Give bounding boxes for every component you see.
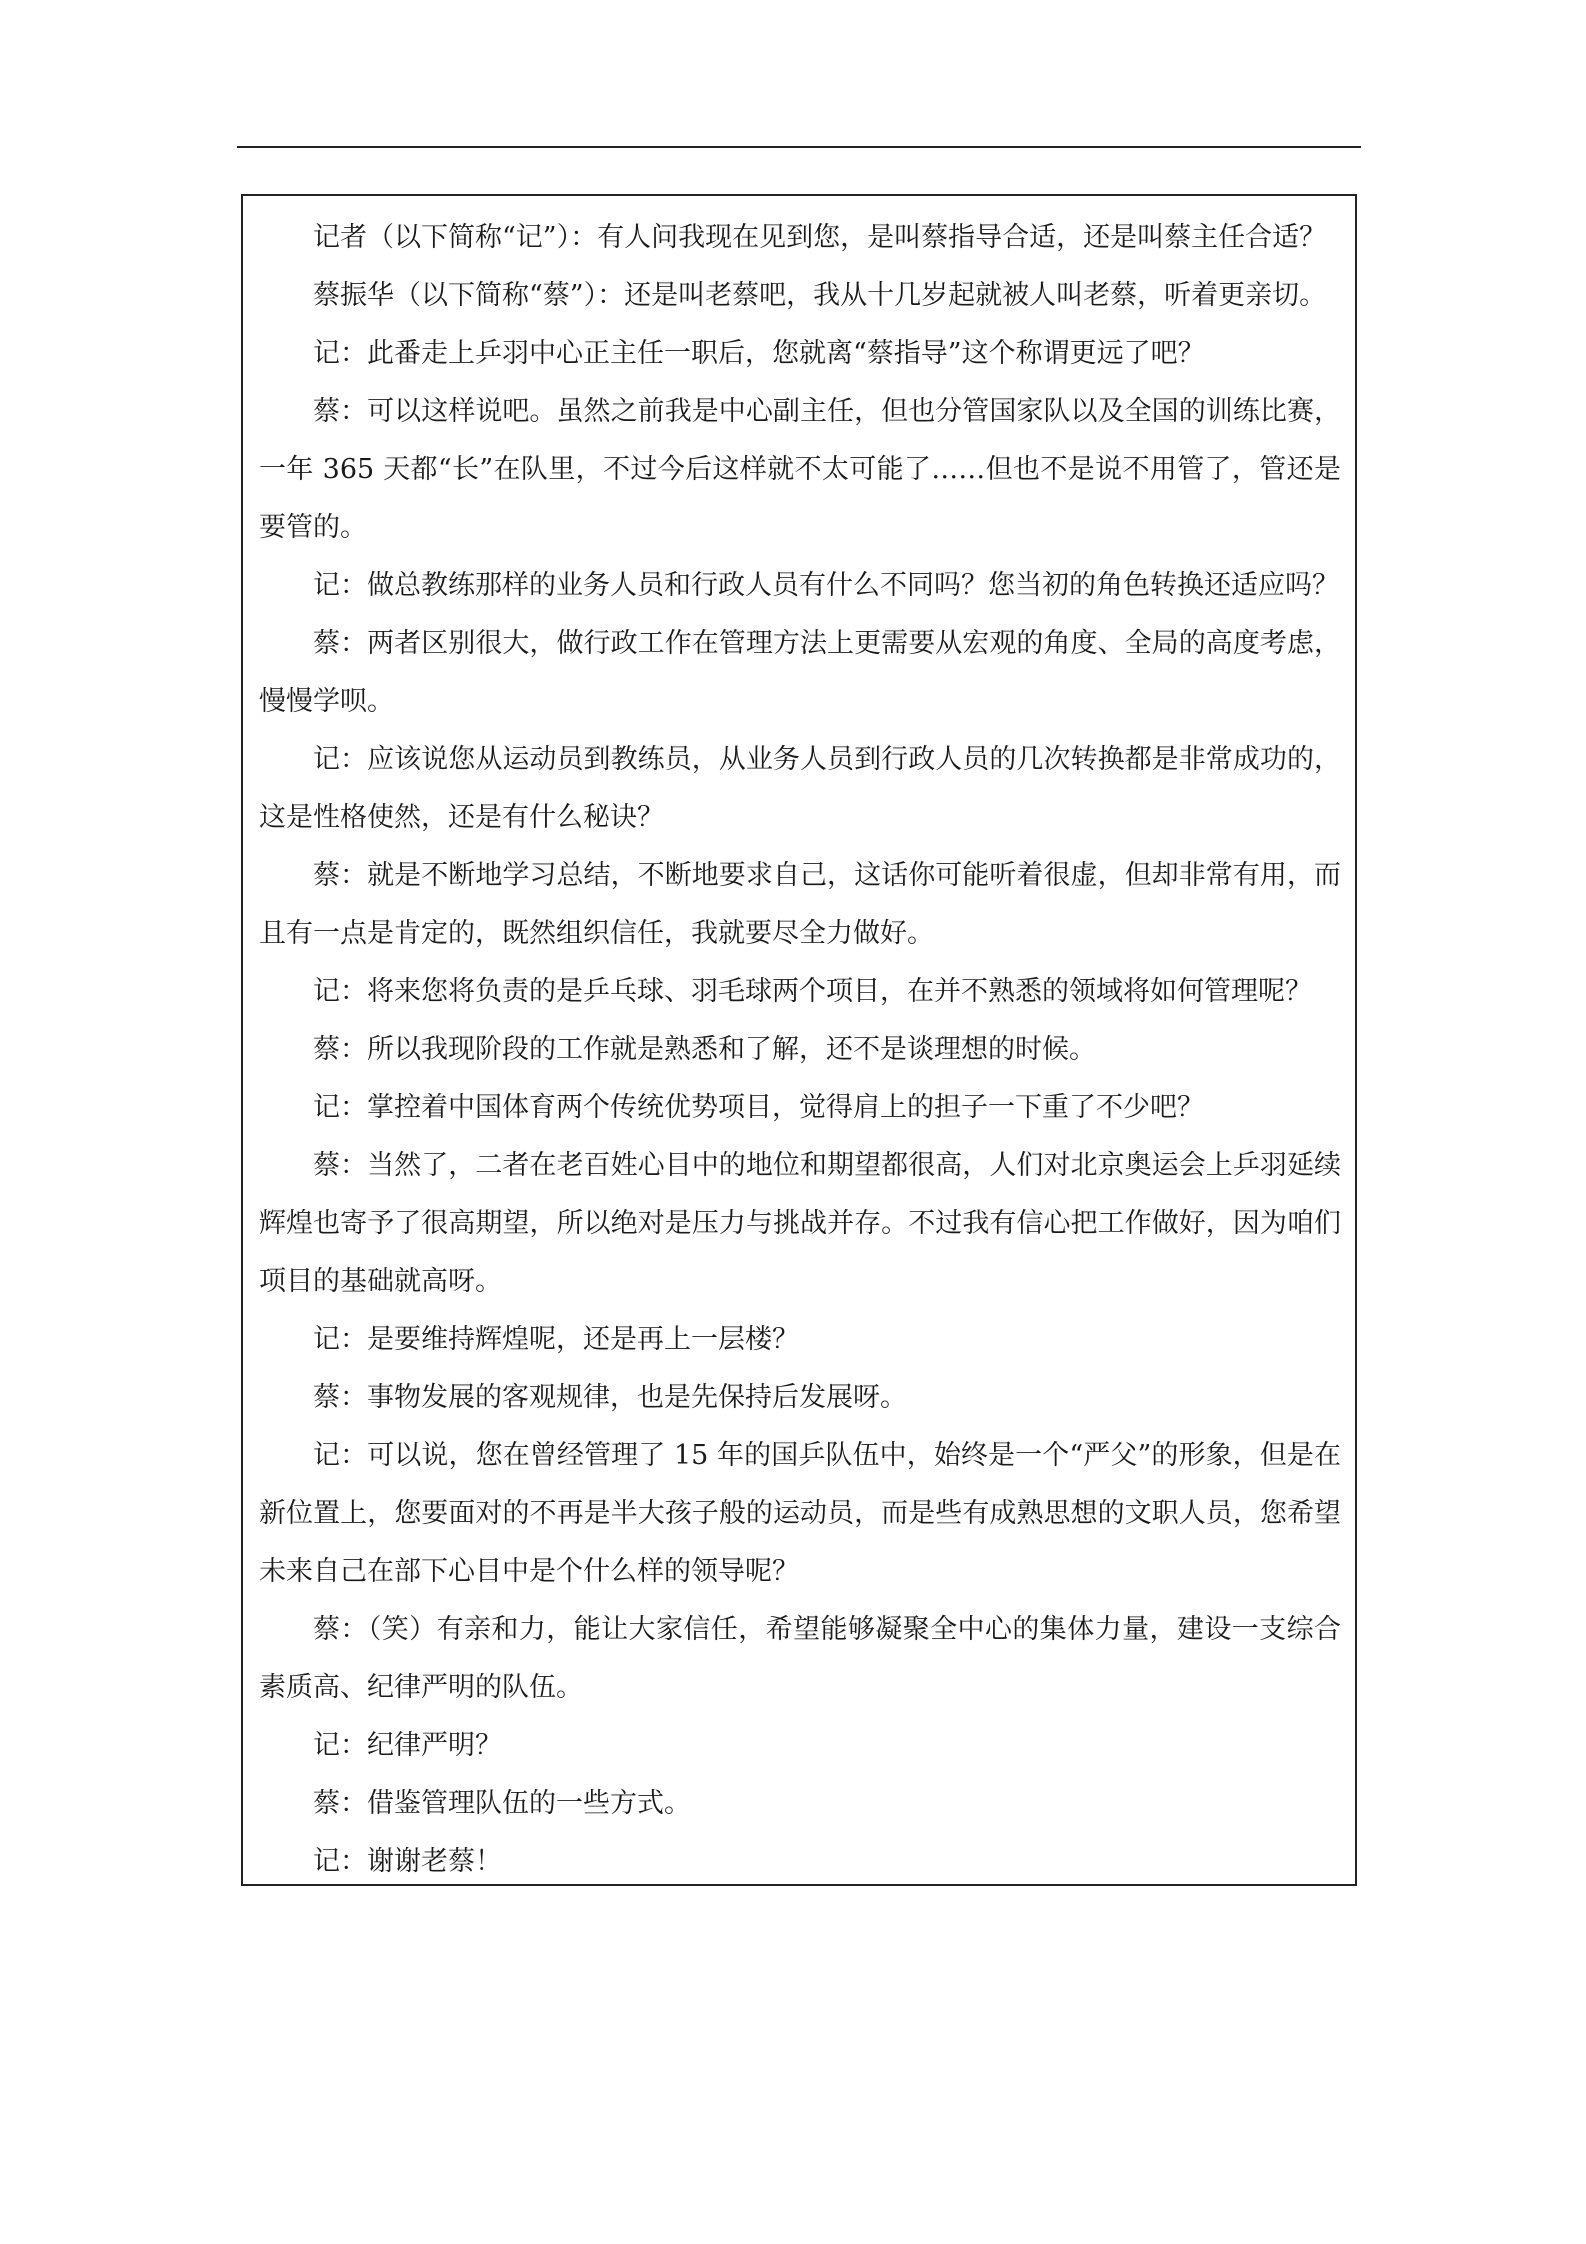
paragraph-reporter: 记：纪律严明？ [313, 1730, 502, 1761]
paragraph-cai: 蔡：可以这样说吧。虽然之前我是中心副主任，但也分管国家队以及全国的训练比赛，一年 365 天都“长”在队里，不过今后这样就不太可能了……但也不是说不用管了，管还是要管的。 [259, 396, 1341, 543]
paragraph-cai: 蔡：事物发展的客观规律，也是先保持后发展呀。 [313, 1382, 907, 1413]
paragraph-reporter: 记：掌控着中国体育两个传统优势项目，觉得肩上的担子一下重了不少吧？ [313, 1092, 1204, 1123]
paragraph-cai: 蔡：（笑）有亲和力，能让大家信任，希望能够凝聚全中心的集体力量，建设一支综合素质高、纪律严明的队伍。 [259, 1614, 1341, 1703]
paragraph-cai: 蔡：两者区别很大，做行政工作在管理方法上更需要从宏观的角度、全局的高度考虑，慢慢学呗。 [259, 628, 1341, 717]
interview-text-box [241, 194, 1357, 1886]
paragraph-cai: 蔡：借鉴管理队伍的一些方式。 [313, 1788, 691, 1819]
paragraph-reporter: 记者（以下简称“记”）：有人问我现在见到您，是叫蔡指导合适，还是叫蔡主任合适？ [313, 222, 1327, 253]
paragraph-cai: 蔡：就是不断地学习总结，不断地要求自己，这话你可能听着很虚，但却非常有用，而且有一点是肯定的，既然组织信任，我就要尽全力做好。 [259, 860, 1341, 949]
paragraph-reporter: 记：可以说，您在曾经管理了 15 年的国乒队伍中，始终是一个“严父”的形象，但是在新位置上，您要面对的不再是半大孩子般的运动员，而是些有成熟思想的文职人员，您希望未来自己在部下心目中是个什么样的领导呢？ [259, 1440, 1341, 1587]
paragraph-reporter: 记：应该说您从运动员到教练员，从业务人员到行政人员的几次转换都是非常成功的，这是性格使然，还是有什么秘诀？ [259, 744, 1341, 833]
paragraph-cai: 蔡振华（以下简称“蔡”）：还是叫老蔡吧，我从十几岁起就被人叫老蔡，听着更亲切。 [313, 280, 1327, 311]
header-rule [237, 146, 1361, 148]
paragraph-cai: 蔡：当然了，二者在老百姓心目中的地位和期望都很高，人们对北京奥运会上乒羽延续辉煌也寄予了很高期望，所以绝对是压力与挑战并存。不过我有信心把工作做好，因为咱们项目的基础就高呀。 [259, 1150, 1341, 1297]
paragraph-reporter: 记：此番走上乒羽中心正主任一职后，您就离“蔡指导”这个称谓更远了吧？ [313, 338, 1205, 369]
paragraph-reporter: 记：谢谢老蔡！ [313, 1846, 502, 1877]
paragraph-cai: 蔡：所以我现阶段的工作就是熟悉和了解，还不是谈理想的时候。 [313, 1034, 1096, 1065]
paragraph-reporter: 记：是要维持辉煌呢，还是再上一层楼？ [313, 1324, 799, 1355]
paragraph-reporter: 记：将来您将负责的是乒乓球、羽毛球两个项目，在并不熟悉的领域将如何管理呢？ [313, 976, 1312, 1007]
paragraph-reporter: 记：做总教练那样的业务人员和行政人员有什么不同吗？您当初的角色转换还适应吗？ [313, 570, 1339, 601]
